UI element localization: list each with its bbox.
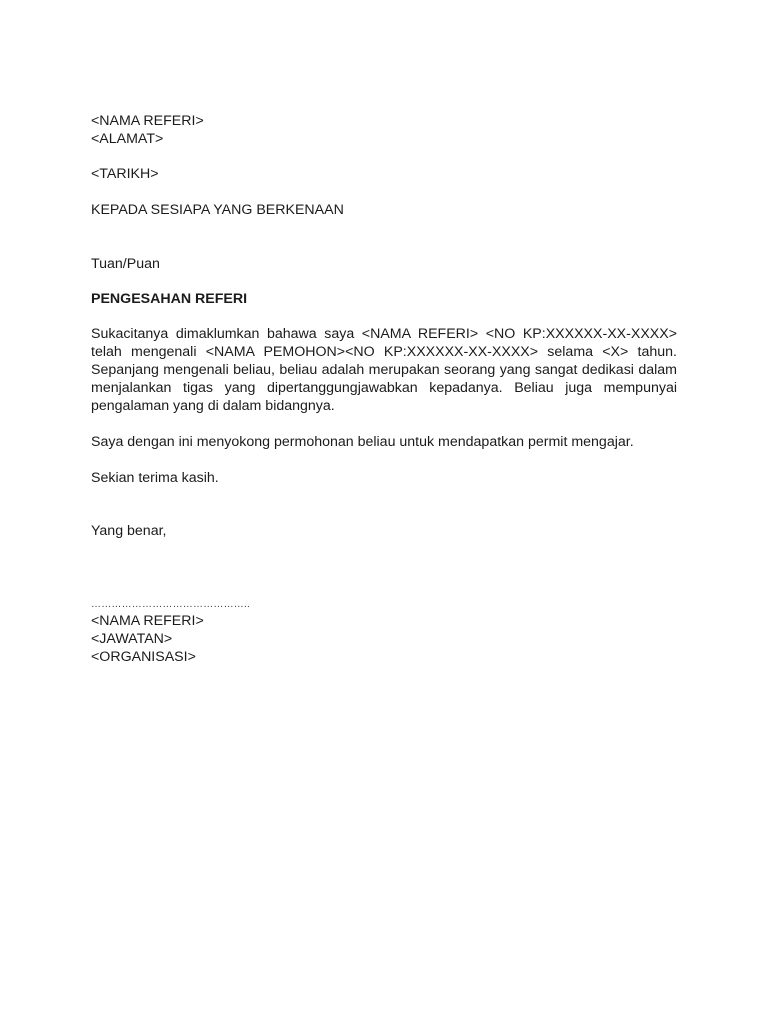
- closing-line: Yang benar,: [91, 523, 167, 539]
- body-paragraph-1: Sukacitanya dimaklumkan bahawa saya <NAMA REFERI> <NO KP:XXXXXX-XX-XXXX> telah mengenali <NAMA PEMOHON><NO KP:XXXXXX-XX-XXXX> selama <X> tahun. Sepanjang mengenali beliau, beliau adalah merupakan seorang yang sangat dedikasi dalam menjalankan tigas yang dipertanggungjawabkan kepadanya. Beliau juga mempunyai pengalaman yang di dalam bidangnya.: [91, 326, 677, 414]
- signature-name: <NAMA REFERI>: [91, 613, 204, 629]
- referee-address: <ALAMAT>: [91, 131, 164, 147]
- recipient-line: KEPADA SESIAPA YANG BERKENAAN: [91, 202, 344, 218]
- signature-organisation: <ORGANISASI>: [91, 649, 196, 665]
- letter-subject: PENGESAHAN REFERI: [91, 291, 248, 307]
- salutation: Tuan/Puan: [91, 256, 160, 272]
- letter-date: <TARIKH>: [91, 166, 159, 182]
- signature-dotted-line: ………………………………………..: [91, 599, 250, 610]
- body-paragraph-3: Sekian terima kasih.: [91, 470, 219, 486]
- referee-name: <NAMA REFERI>: [91, 113, 204, 129]
- signature-position: <JAWATAN>: [91, 631, 173, 647]
- body-paragraph-2: Saya dengan ini menyokong permohonan beliau untuk mendapatkan permit mengajar.: [91, 434, 634, 450]
